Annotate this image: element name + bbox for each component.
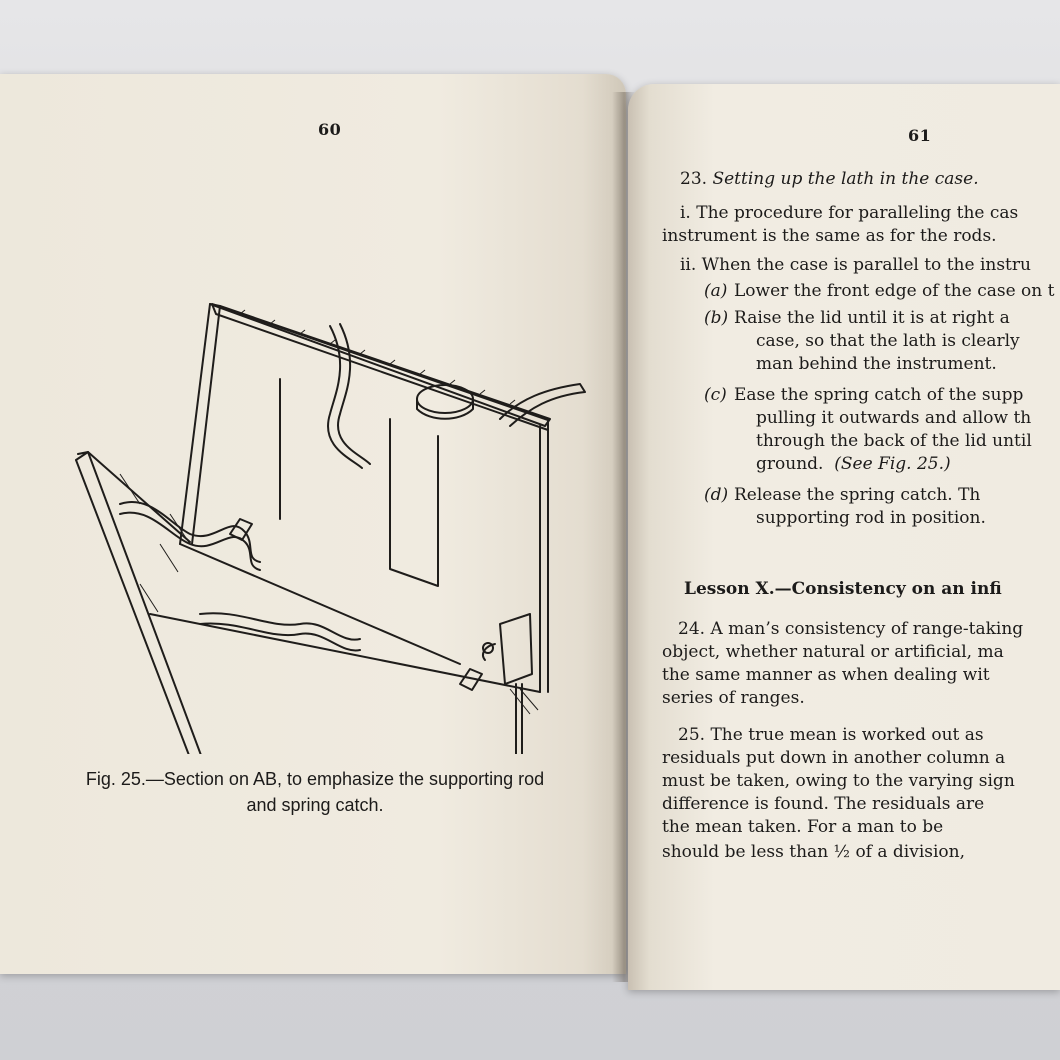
item-d-label: (d) [704, 485, 729, 505]
para-24-line-3: the same manner as when dealing wit [662, 665, 990, 685]
item-b-line-2: case, so that the lath is clearly [756, 331, 1020, 351]
para-i-line-2: instrument is the same as for the rods. [662, 226, 997, 246]
item-c [704, 384, 1023, 407]
item-c-line-4 [756, 453, 951, 476]
item-c-fig-ref: (See Fig. 25.) [834, 454, 951, 474]
item-c-line-1: Ease the spring catch of the supp [734, 385, 1024, 405]
right-page [628, 84, 1060, 990]
lath-curve [338, 324, 370, 464]
left-page-number: 60 [318, 120, 342, 139]
right-page-number: 61 [908, 126, 932, 145]
figure-caption [10, 766, 620, 818]
figure-caption-line-1: Fig. 25.—Section on AB, to emphasize the supporting rod [85, 769, 545, 789]
para-24-line-2: object, whether natural or artificial, ma [662, 642, 1004, 662]
section-23-number: 23. [680, 169, 708, 189]
para-24-line-4: series of ranges. [662, 688, 805, 708]
lesson-x-heading: Lesson X.—Consistency on an infi [684, 579, 1002, 599]
figure-caption-line-2: and spring catch. [246, 795, 384, 815]
para-i-line-1: i. The procedure for paralleling the cas [680, 203, 1019, 223]
item-d-line-2: supporting rod in position. [756, 508, 986, 528]
left-page [0, 74, 626, 974]
item-a [704, 280, 1054, 303]
item-d-line-1: Release the spring catch. Th [734, 485, 981, 505]
para-25-line-3: must be taken, owing to the varying sign [662, 771, 1015, 791]
item-c-line-3: through the back of the lid until [756, 431, 1032, 451]
item-c-label: (c) [704, 385, 727, 405]
item-b-label: (b) [704, 308, 729, 328]
para-25-line-4: difference is found. The residuals are [662, 794, 985, 814]
item-d [704, 484, 980, 507]
spring-catch [500, 614, 532, 684]
para-24-line-1: 24. A man’s consistency of range-taking [678, 619, 1024, 639]
item-b-line-1: Raise the lid until it is at right a [734, 308, 1010, 328]
para-25-line-1: 25. The true mean is worked out as [678, 725, 984, 745]
para-25-line-5: the mean taken. For a man to be [662, 817, 944, 837]
item-c-line-2: pulling it outwards and allow th [756, 408, 1032, 428]
item-a-label: (a) [704, 281, 728, 301]
para-25-line-2: residuals put down in another column a [662, 748, 1006, 768]
para-25-fraction: ½ [833, 842, 851, 862]
figure-25-illustration [40, 214, 600, 754]
item-b [704, 307, 1010, 330]
para-ii-line-1: ii. When the case is parallel to the instru [680, 255, 1031, 275]
lath-wave-upper [120, 502, 260, 562]
item-b-line-3: man behind the instrument. [756, 354, 997, 374]
para-25-line-6-suffix: of a division, [855, 842, 966, 862]
section-23-heading [680, 168, 979, 191]
section-23-title: Setting up the lath in the case. [712, 169, 979, 189]
lid-panel [210, 304, 550, 426]
item-c-ground: ground. [756, 454, 824, 474]
item-a-line-1: Lower the front edge of the case on t [734, 281, 1055, 301]
para-25-line-6 [662, 841, 965, 864]
para-25-line-6-prefix: should be less than [662, 842, 829, 862]
